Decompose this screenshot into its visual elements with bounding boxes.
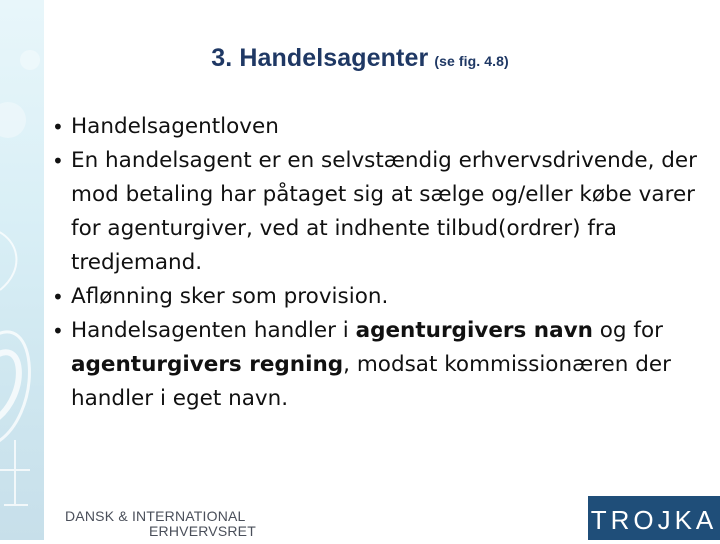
dansk-international-logo [65, 509, 256, 539]
bullet-item [52, 280, 714, 314]
logo-line-2: ERHVERVSRET [149, 523, 256, 539]
bullet-text: Handelsagentloven [71, 114, 279, 139]
bullet-item [52, 144, 714, 280]
bullet-text: En handelsagent er en selvstændig erhvervsdrivende, der mod betaling har påtaget sig at sælge og/eller købe varer for agenturgiver, ved at indhente tilbud(ordrer) fra tredjemand. [71, 148, 697, 275]
title-text: 3. Handelsagenter [211, 44, 429, 72]
bullet-item [52, 314, 714, 416]
trojka-logo: TROJKA [588, 496, 720, 540]
decorative-sidebar [0, 0, 44, 540]
bullet-text: Aflønning sker som provision. [71, 284, 389, 309]
bullet-text-part: , modsat kommissionæren der handler i eget navn. [71, 352, 671, 411]
bullet-text-part: og for [592, 318, 663, 343]
bullet-list [52, 110, 714, 416]
bullet-item [52, 110, 714, 144]
bullet-emphasis: agenturgivers regning [71, 352, 344, 377]
bullet-emphasis: agenturgivers navn [355, 318, 593, 343]
bullet-text-part: Handelsagenten handler i [71, 318, 356, 343]
logo-line-1: DANSK & INTERNATIONAL [65, 508, 246, 524]
title-figure-reference: (se fig. 4.8) [434, 53, 509, 69]
sidebar-decoration-icon [0, 0, 44, 540]
slide-title [0, 44, 720, 73]
